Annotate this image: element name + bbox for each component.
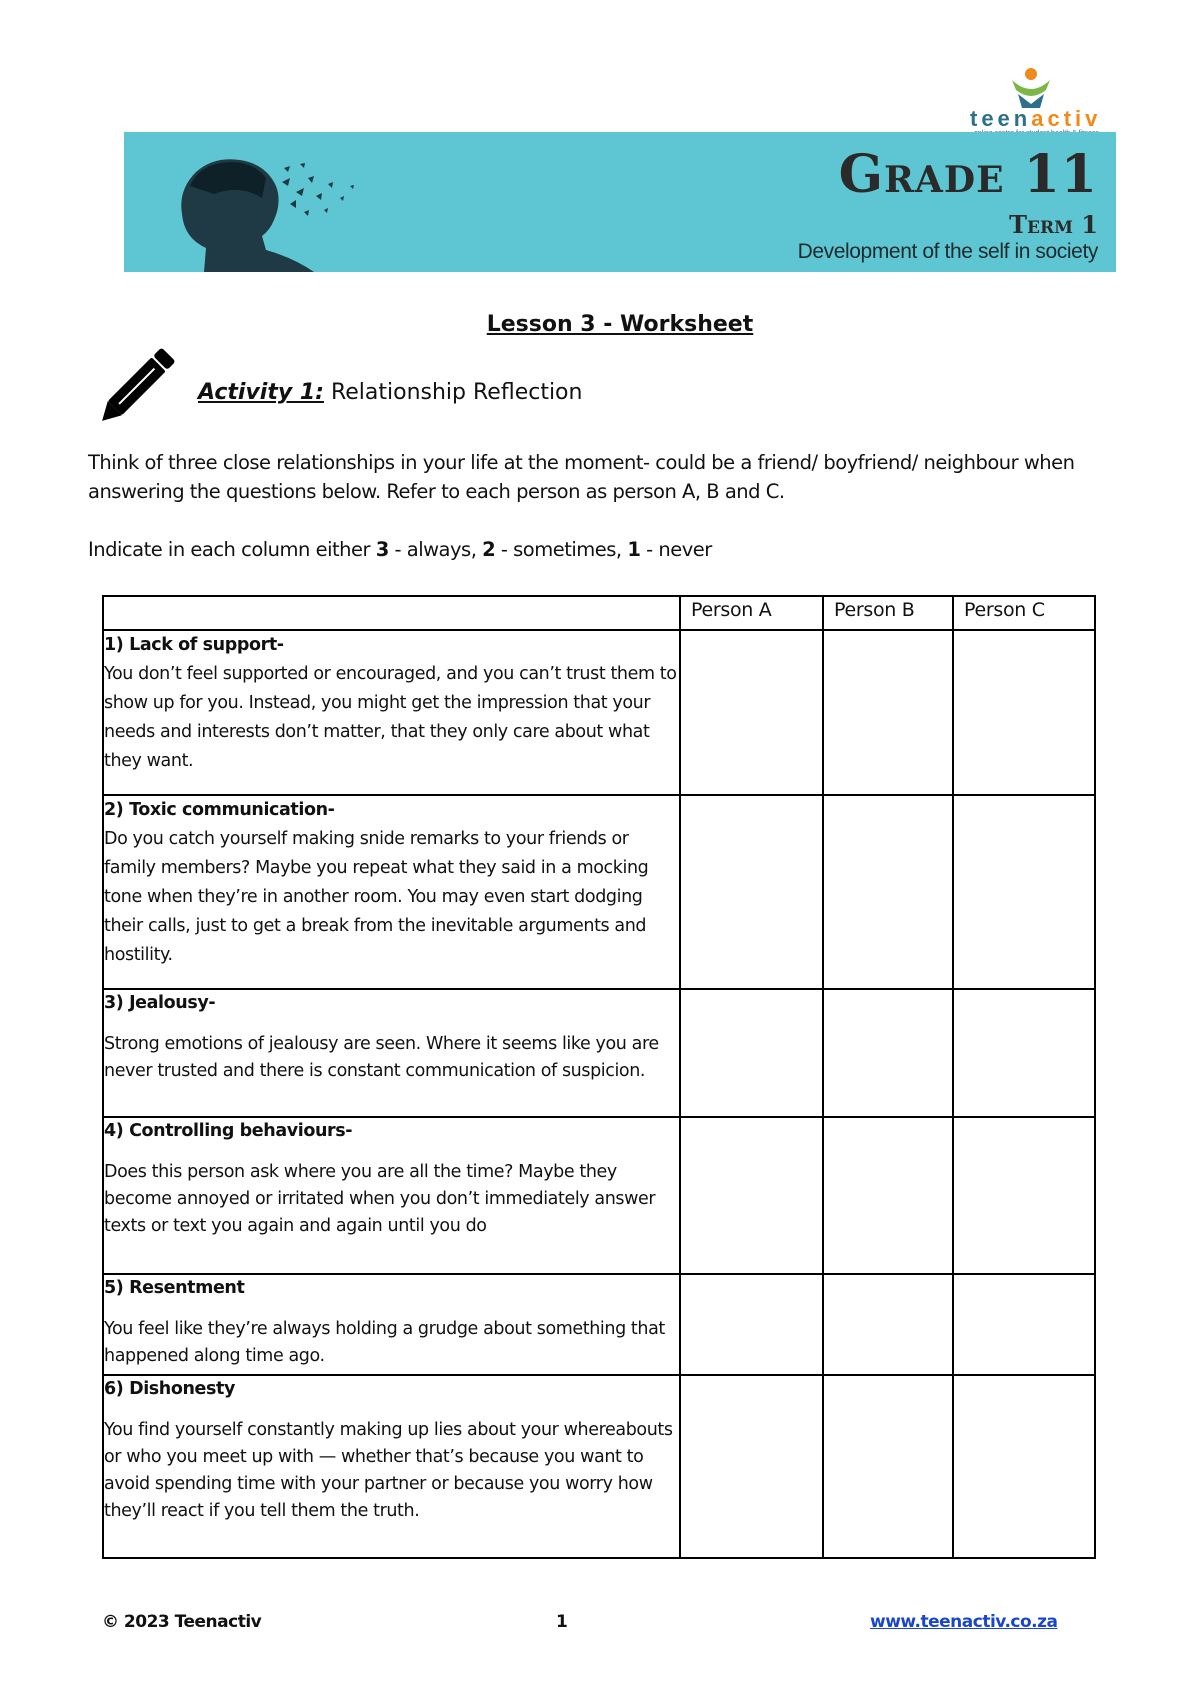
rating-cell-person-b[interactable] — [823, 989, 953, 1117]
topic-title: Development of the self in society — [797, 240, 1098, 263]
table-row — [103, 630, 1095, 795]
row-description: 3) Jealousy- Strong emotions of jealousy are seen. Where it seems like you are never trusted and there is constant communication of suspicion. — [103, 989, 680, 1117]
row-description: 4) Controlling behaviours- Does this person ask where you are all the time? Maybe they become annoyed or irritated when you don’t immediately answer texts or text you again and again until you do — [103, 1117, 680, 1274]
table-header-person-c: Person C — [953, 596, 1095, 630]
website-link[interactable]: www.teenactiv.co.za — [870, 1612, 1058, 1632]
table-header-person-a: Person A — [680, 596, 823, 630]
row-description: 5) Resentment You feel like they’re always holding a grudge about something that happened along time ago. — [103, 1274, 680, 1375]
rating-cell-person-b[interactable] — [823, 1117, 953, 1274]
rating-cell-person-c[interactable] — [953, 1117, 1095, 1274]
row-description: 6) Dishonesty You find yourself constantly making up lies about your whereabouts or who you meet up with — whether that’s because you want to avoid spending time with your partner or because you worry how they’ll react if you tell them the truth. — [103, 1375, 680, 1558]
head-silhouette-icon — [144, 138, 374, 272]
logo-wordmark: teenactiv — [970, 106, 1102, 131]
table-row — [103, 989, 1095, 1117]
table-header-person-b: Person B — [823, 596, 953, 630]
rating-cell-person-b[interactable] — [823, 630, 953, 795]
lesson-title: Lesson 3 - Worksheet — [486, 312, 754, 337]
rating-cell-person-a[interactable] — [680, 989, 823, 1117]
rating-cell-person-b[interactable] — [823, 795, 953, 989]
rating-cell-person-c[interactable] — [953, 1274, 1095, 1375]
table-header-blank — [103, 596, 680, 630]
term-title: Term 1 — [1009, 210, 1098, 239]
rating-cell-person-c[interactable] — [953, 630, 1095, 795]
activity-label: Activity 1: — [198, 380, 324, 405]
rating-cell-person-b[interactable] — [823, 1375, 953, 1558]
rating-cell-person-b[interactable] — [823, 1274, 953, 1375]
activity-title: Relationship Reflection — [330, 380, 583, 405]
rating-cell-person-a[interactable] — [680, 1274, 823, 1375]
pencil-icon — [100, 342, 182, 422]
rating-cell-person-c[interactable] — [953, 1375, 1095, 1558]
relationship-table — [102, 595, 1096, 1559]
activity-heading — [198, 380, 582, 405]
rating-cell-person-c[interactable] — [953, 989, 1095, 1117]
rating-cell-person-a[interactable] — [680, 795, 823, 989]
grade-banner — [124, 132, 1116, 272]
row-description: 2) Toxic communication- Do you catch yourself making snide remarks to your friends or family members? Maybe you repeat what they said in a mocking tone when they’re in another room. You may even start dodging their calls, just to get a break from the inevitable arguments and hostility. — [103, 795, 680, 989]
page-number: 1 — [556, 1612, 568, 1632]
rating-cell-person-c[interactable] — [953, 795, 1095, 989]
table-row — [103, 1375, 1095, 1558]
table-header-row — [103, 596, 1095, 630]
grade-title: Grade 11 — [838, 144, 1098, 205]
table-row — [103, 1117, 1095, 1274]
table-row — [103, 795, 1095, 989]
teenactiv-logo-icon — [1006, 68, 1056, 108]
instruction-line: Indicate in each column either 3 - always, 2 - sometimes, 1 - never — [88, 538, 712, 561]
rating-cell-person-a[interactable] — [680, 630, 823, 795]
rating-cell-person-a[interactable] — [680, 1375, 823, 1558]
row-description: 1) Lack of support- You don’t feel supported or encouraged, and you can’t trust them to show up for you. Instead, you might get the impression that your needs and interests don’t matter, that they only care about what they want. — [103, 630, 680, 795]
table-row — [103, 1274, 1095, 1375]
rating-cell-person-a[interactable] — [680, 1117, 823, 1274]
footer-copyright: © 2023 Teenactiv — [102, 1612, 262, 1632]
intro-paragraph: Think of three close relationships in your life at the moment- could be a friend/ boyfriend/ neighbour when answering the questions below. Refer to each person as person A, B and C. — [88, 451, 1075, 503]
teenactiv-logo — [970, 68, 1130, 134]
